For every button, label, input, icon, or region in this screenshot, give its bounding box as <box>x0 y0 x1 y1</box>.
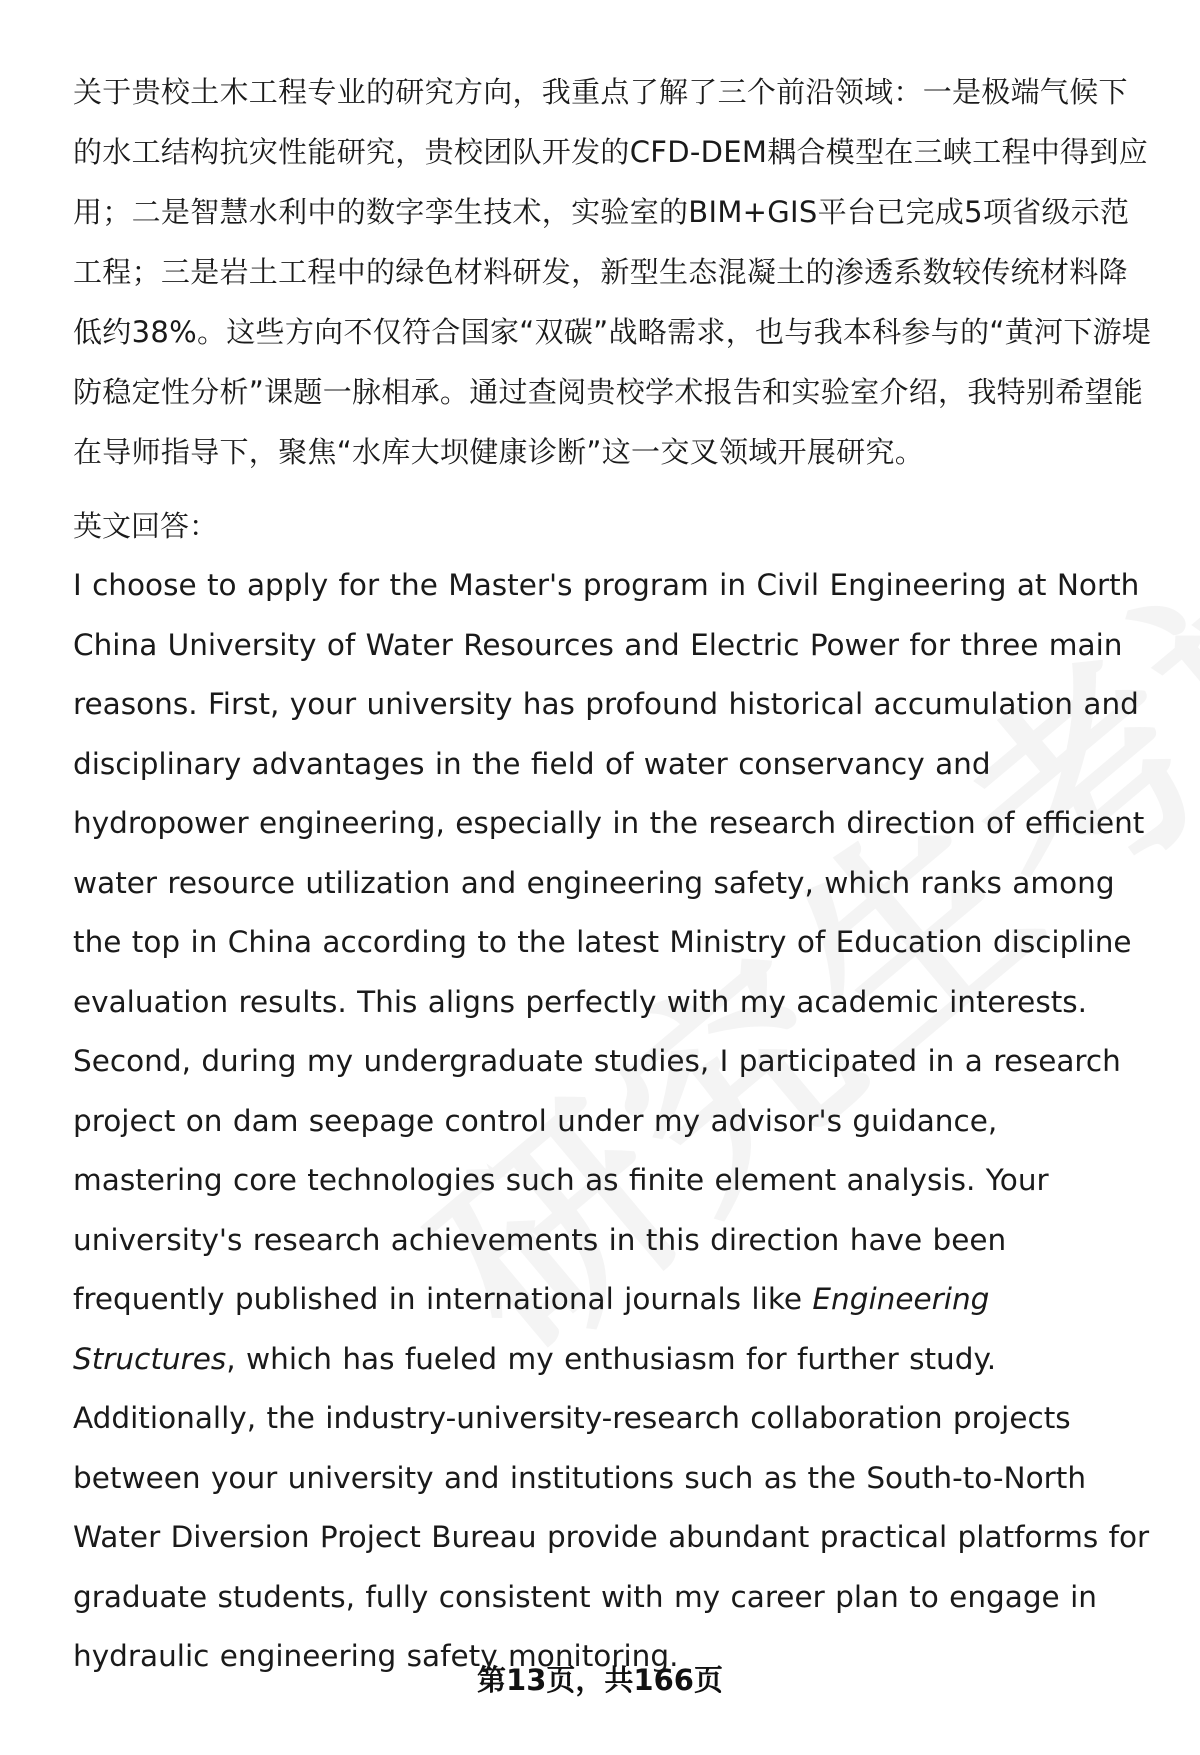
english-answer-text-part2: , which has fueled my enthusiasm for further study. Additionally, the industry-university-research collaboration projects between your university and institutions such as the South-to-North Water Diversion Project Bureau provide abundant practical platforms for graduate students, fully consistent with my career plan to engage in hydraulic engineering safety monitoring. <box>73 1341 1150 1673</box>
english-answer-heading: 英文回答： <box>73 509 219 543</box>
journal-name: Engineering Structures <box>73 1282 990 1376</box>
chinese-answer-paragraph: 关于贵校土木工程专业的研究方向，我重点了解了三个前沿领域：一是极端气候下的水工结构抗灾性能研究，贵校团队开发的CFD-DEM耦合模型在三峡工程中得到应用；二是智慧水利中的数字孪生技术，实验室的BIM+GIS平台已完成5项省级示范工程；三是岩土工程中的绿色材料研发，新型生态混凝土的渗透系数较传统材料降低约38%。这些方向不仅符合国家“双碳”战略需求，也与我本科参与的“黄河下游堤防稳定性分析”课题一脉相承。通过查阅贵校学术报告和实验室介绍，我特别希望能在导师指导下，聚焦“水库大坝健康诊断”这一交叉领域开展研究。 <box>73 75 1152 469</box>
english-answer-text-part1: I choose to apply for the Master's program in Civil Engineering at North China University of Water Resources and Electric Power for three main reasons. First, your university has profound historical accumulation and disciplinary advantages in the field of water conservancy and hydropower engineering, especially in the research direction of efficient water resource utilization and engineering safety, which ranks among the top in China according to the latest Ministry of Education discipline evaluation results. This aligns perfectly with my academic interests. Second, during my undergraduate studies, I participated in a research project on dam seepage control under my advisor's guidance, mastering core technologies such as finite element analysis. Your university's research achievements in this direction have been frequently published in international journals like <box>73 568 1145 1316</box>
page-number-footer: 第13页，共166页 <box>477 1663 723 1697</box>
page-content <box>73 62 1153 1687</box>
english-answer-paragraph <box>73 556 1153 1687</box>
